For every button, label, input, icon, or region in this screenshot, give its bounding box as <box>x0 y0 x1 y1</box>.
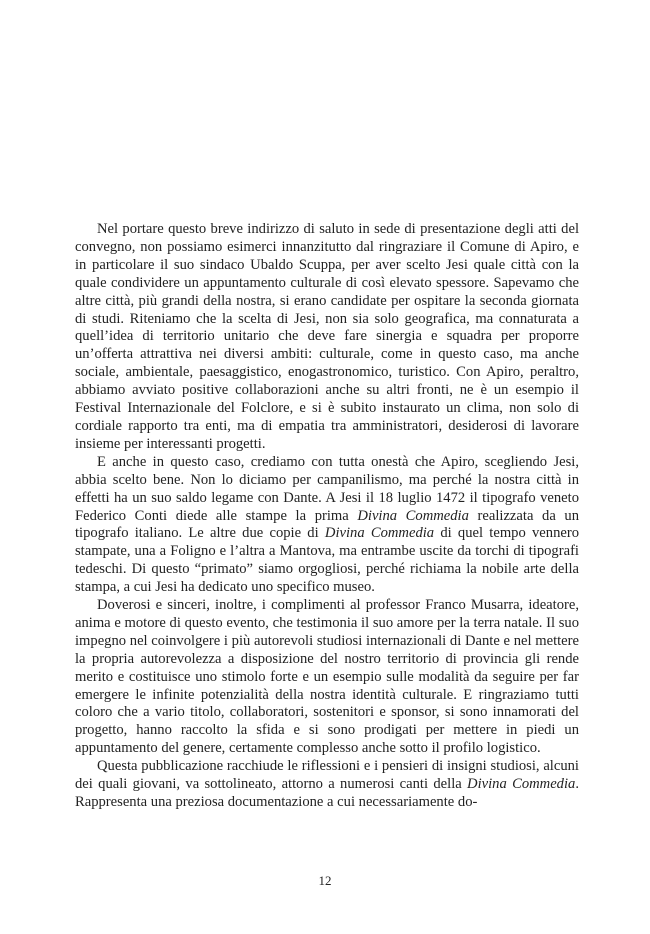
body-text <box>75 221 579 812</box>
paragraph-text: E anche in questo caso, crediamo con tutta onestà che Apiro, scegliendo Jesi, abbia scelto bene. Non lo diciamo per campanilismo, ma perché la nostra città in effetti ha un suo saldo legame con Dante. A Jesi il 18 luglio 1472 il tipografo veneto Federico Conti diede alle stampe la prima <box>75 453 579 524</box>
paragraph-text: Nel portare questo breve indirizzo di saluto in sede di presentazione degli atti del convegno, non possiamo esimerci innanzitutto dal ringraziare il Comune di Apiro, e in particolare il suo sindaco Ubaldo Scuppa, per aver scelto Jesi quale città con la quale condividere un appuntamento culturale di così elevato spessore. Sapevamo che altre città, più grandi della nostra, si erano candidate per ospitare la seconda giornata di studi. Riteniamo che la scelta di Jesi, non sia solo geografica, ma connaturata a quell’idea di territorio unitario che deve fare sinergia e squadra per proporre un’offerta attrattiva nei diversi ambiti: culturale, come in questo caso, ma anche sociale, ambientale, paesaggistico, enogastronomico, turistico. Con Apiro, peraltro, abbiamo avviato positive collaborazioni anche su altri fronti, ne è un esempio il Festival Internazionale del Folclore, e si è subito instaurato un clima, non solo di cordiale rapporto tra enti, ma di empatia tra amministratori, desiderosi di lavorare insieme per interessanti progetti. <box>75 221 579 452</box>
paragraph-text: di quel tempo vennero stampate, una a Foligno e l’altra a Mantova, ma entrambe uscite da torchi di tipografi tedeschi. Di questo “primato” siamo orgogliosi, perché richiama la nobile arte della stampa, a cui Jesi ha dedicato uno specifico museo. <box>75 525 580 596</box>
paragraph <box>75 454 579 597</box>
paragraph-text: Doverosi e sinceri, inoltre, i complimenti al professor Franco Musarra, ideatore, anima e motore di questo evento, che testimonia il suo amore per la terra natale. Il suo impegno nel coinvolgere i più autorevoli studiosi internazionali di Dante e nel mettere la propria autorevolezza a disposizione del nostro territorio di provincia gli rende merito e costituisce uno stimolo forte e un esempio sulle modalità da seguire per far emergere le infinite potenzialità della nostra identità culturale. E ringraziamo tutti coloro che a vario titolo, collaboratori, sostenitori e sponsor, si sono innamorati del progetto, hanno raccolto la sfida e si sono prodigati per mettere in piedi un appuntamento del genere, certamente complesso anche sotto il profilo logistico. <box>75 597 579 757</box>
paragraph <box>75 758 579 812</box>
page-number: 12 <box>318 873 332 888</box>
paragraph <box>75 597 579 758</box>
italic-title-text: Divina Commedia <box>357 507 469 524</box>
italic-title-text: Divina Commedia <box>324 525 435 542</box>
paragraph-text: realizzata da un tipografo italiano. Le altre due copie di <box>75 507 580 542</box>
italic-title-text: Divina Commedia <box>467 776 576 793</box>
paragraph <box>75 221 579 454</box>
paragraph-text: Questa pubblicazione racchiude le riflessioni e i pensieri di insigni studiosi, alcuni dei quali giovani, va sottolineato, attorno a numerosi canti della <box>75 758 579 793</box>
paragraph-text: . Rappresenta una preziosa documentazione a cui necessariamente do- <box>75 776 579 810</box>
